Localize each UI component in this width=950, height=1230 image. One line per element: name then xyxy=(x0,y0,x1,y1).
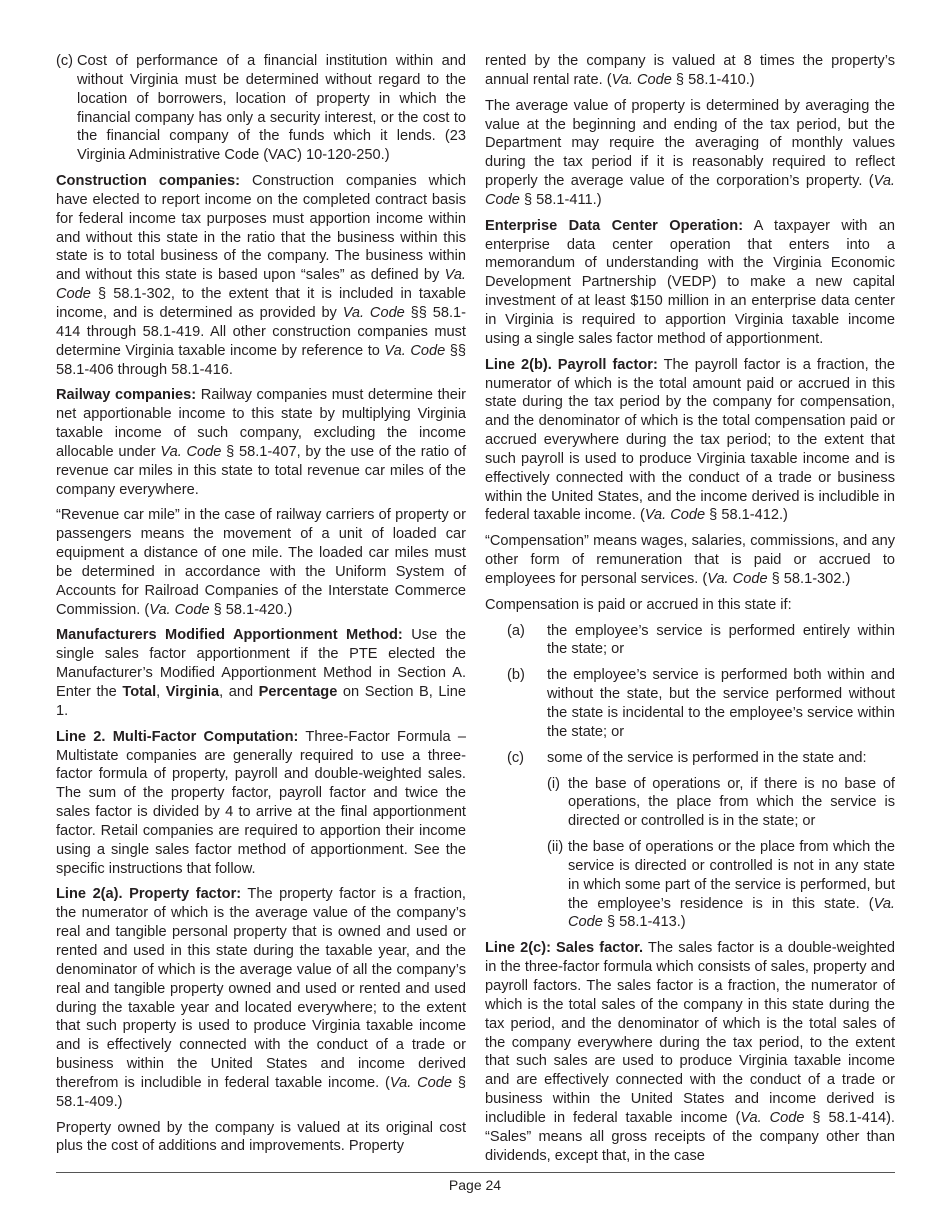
line2-paragraph: Line 2. Multi-Factor Computation: Three-Factor Formula – Multistate companies are generally required to use a three-factor formula of property, payroll and double-weighted sales. The sum of the property factor, payroll factor and twice the sales factor is divided by 4 to arrive at the final apportionment factor. Retail companies are required to apportion their income using a single sales factor method of apportionment. See the specific instructions that follow. xyxy=(56,728,466,877)
revenue-car-mile-paragraph: “Revenue car mile” in the case of railway carriers of property or passengers means the movement of a unit of loaded car equipment a distance of one mile. The loaded car miles must be determined in accordance with the Uniform System of Accounts for Railroad Companies of the Interstate Commerce Commission. (Va. Code § 58.1-420.) xyxy=(56,507,466,618)
list-text: the employee’s service is performed entirely within the state; or xyxy=(547,622,895,658)
list-text: Cost of performance of a financial institution within and without Virginia must be determined without regard to the location of borrowers, location of property in which the financial company has only a security interest, or the cost to the financial company of the funds which it lends. (23 Virginia Administrative Code (VAC) 10-120-250.) xyxy=(77,53,466,164)
list-item xyxy=(507,622,895,660)
left-column xyxy=(56,52,466,1163)
list-item-c xyxy=(56,52,466,165)
list-marker: (i) xyxy=(547,775,560,792)
section-heading: Enterprise Data Center Operation: xyxy=(485,217,744,234)
section-heading: Line 2(c): Sales factor. xyxy=(485,940,644,957)
section-heading: Line 2(b). Payroll factor: xyxy=(485,356,658,373)
list-marker: (c) xyxy=(56,53,74,69)
compensation-paid-paragraph: Compensation is paid or accrued in this state if: xyxy=(485,596,792,613)
section-heading: Line 2(a). Property factor: xyxy=(56,886,242,903)
list-text: the base of operations or, if there is no base of operations, the place from which the service is directed or controlled is in the state; or xyxy=(568,775,895,830)
line2a-paragraph: Line 2(a). Property factor: The property factor is a fraction, the numerator of which is the average value of the company’s real and tangible personal property that is owned and used or rented and used in this state during the taxable year, and the denominator of which is the average value of all the company’s real and tangible property owned and used or rented and used during the taxable year and located everywhere; to the extent that such property is used to produce Virginia taxable income and is effectively connected with the conduct of a trade or business within the United States and income derived therefrom is includible in federal taxable income. (Va. Code § 58.1-409.) xyxy=(56,886,466,1110)
list-marker: (ii) xyxy=(547,839,564,856)
list-marker: (a) xyxy=(507,622,525,639)
list-marker: (c) xyxy=(507,749,525,766)
list-text: the base of operations or the place from which the service is directed or controlled is not in any state in which some part of the service is performed, but the employee’s residence is in this state. (Va. Code § 58.1-413.) xyxy=(568,839,895,931)
line2b-paragraph: Line 2(b). Payroll factor: The payroll factor is a fraction, the numerator of which is the total amount paid or accrued in this state during the tax period by the company for compensation, and the denominator of which is the total compensation paid or accrued everywhere during the tax period; to the extent that such payroll is used to produce Virginia taxable income and is effectively connected with the conduct of a trade or business within the United States, and the income derived is includible in federal taxable income. (Va. Code § 58.1-412.) xyxy=(485,356,896,524)
section-heading: Railway companies: xyxy=(56,387,197,404)
footer-divider xyxy=(56,1172,895,1173)
list-text: some of the service is performed in the state and: xyxy=(547,749,867,766)
list-item xyxy=(507,666,895,741)
construction-companies-paragraph: Construction companies: Construction companies which have elected to report income on the completed contract basis for federal income tax purposes must apportion income within and without this state in the ratio that the business within this state is to total business of the company. The business within and without this state is based upon “sales” as defined by Va. Code § 58.1-302, to the extent that it is included in taxable income, and is determined as provided by Va. Code §§ 58.1-414 through 58.1-419. All other construction companies must determine Virginia taxable income by reference to Va. Code §§ 58.1-406 through 58.1-416. xyxy=(56,173,466,378)
list-marker: (b) xyxy=(507,667,525,684)
property-rented-paragraph: rented by the company is valued at 8 times the property’s annual rental rate. (Va. Code § 58.1-410.) xyxy=(485,53,895,88)
list-text: the employee’s service is performed both within and without the state, but the service performed without the state is incidental to the employee’s service within the state; or xyxy=(547,667,895,740)
section-heading: Construction companies: xyxy=(56,173,240,190)
section-heading: Manufacturers Modified Apportionment Method: xyxy=(56,627,403,644)
manufacturers-method-paragraph: Manufacturers Modified Apportionment Method: Use the single sales factor apportionment if the PTE elected the Manufacturer’s Modified Apportionment Method in Section A. Enter the Total, Virginia, and Percentage on Section B, Line 1. xyxy=(56,627,467,719)
sub-list-item xyxy=(547,838,895,932)
property-owned-paragraph: Property owned by the company is valued at its original cost plus the cost of additions and improvements. Property xyxy=(56,1119,466,1155)
enterprise-data-center-paragraph: Enterprise Data Center Operation: A taxpayer with an enterprise data center operation that enters into a memorandum of understanding with the Virginia Economic Development Partnership (VEDP) to make a new capital investment of at least $150 million in an enterprise data center in Virginia is required to apportion Virginia taxable income using a single sales factor method of apportionment. xyxy=(485,217,895,347)
page-number: Page 24 xyxy=(448,1177,502,1193)
railway-companies-paragraph: Railway companies: Railway companies must determine their net apportionable income to this state by multiplying Virginia taxable income of such company, excluding the income allocable under Va. Code § 58.1-407, by the use of the ratio of revenue car miles in this state to total revenue car miles of the company everywhere. xyxy=(56,387,466,498)
sub-list-item xyxy=(547,775,895,832)
section-heading: Line 2. Multi-Factor Computation: xyxy=(56,728,299,745)
compensation-definition-paragraph: “Compensation” means wages, salaries, commissions, and any other form of remuneration that is paid or accrued to employees for personal services. (Va. Code § 58.1-302.) xyxy=(485,533,895,587)
list-item xyxy=(507,749,895,768)
right-column xyxy=(485,52,895,1172)
average-value-paragraph: The average value of property is determined by averaging the value at the beginning and ending of the tax period, but the Department may require the averaging of monthly values during the tax period if it is reasonably required to reflect properly the average value of the corporation’s property. (Va. Code § 58.1-411.) xyxy=(485,97,895,208)
line2c-paragraph: Line 2(c): Sales factor. The sales factor is a double-weighted in the three-factor formula which consists of sales, property and payroll factors. The sales factor is a fraction, the numerator of which is the total sales of the company in this state during the tax period, and the denominator of which is the total sales of the company everywhere during the tax period, to the extent that such sales are used to produce Virginia taxable income and are effectively connected with the conduct of a trade or business within the United States and income derived is includible in federal taxable income (Va. Code § 58.1-414). “Sales” means all gross receipts of the company other than dividends, except that, in the case xyxy=(485,940,895,1164)
